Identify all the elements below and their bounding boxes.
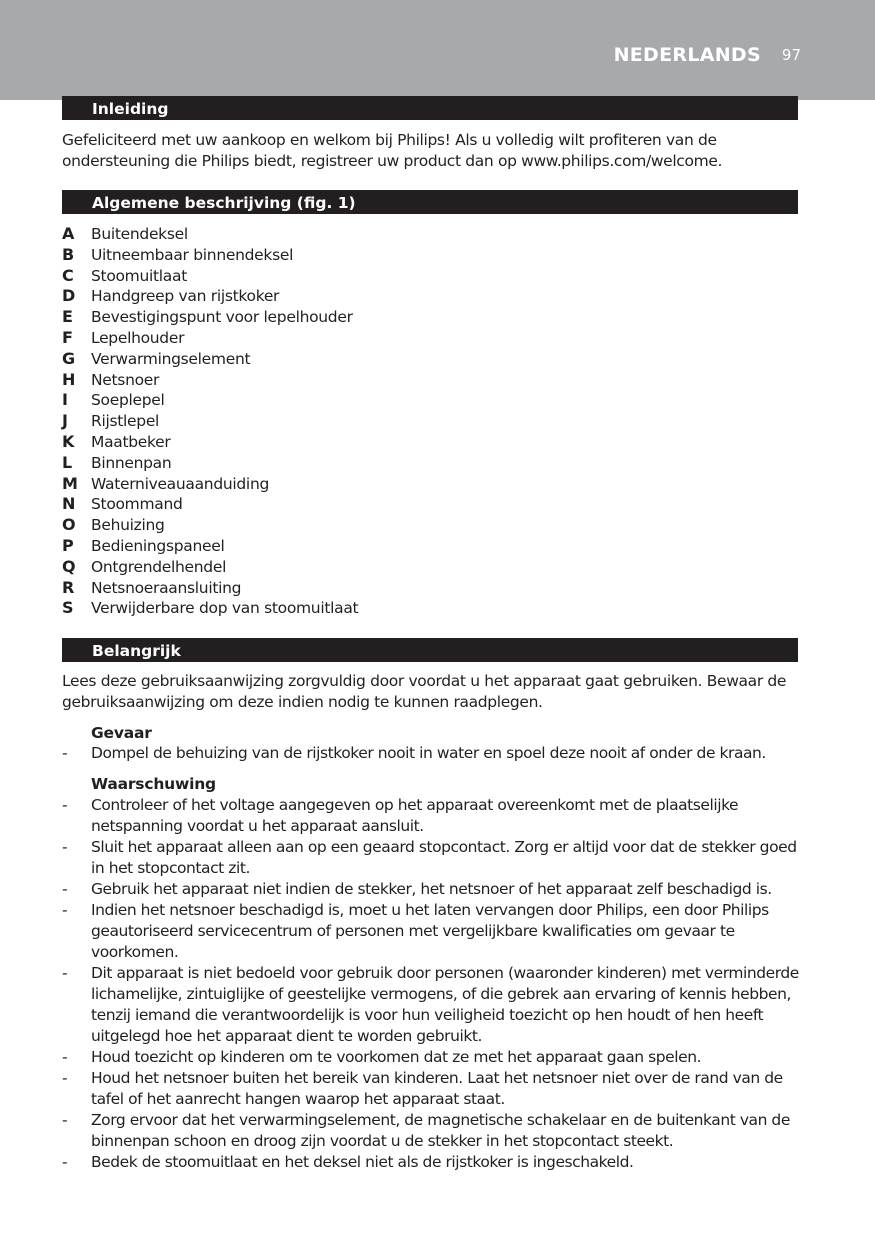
bullet-dash: -: [62, 838, 68, 856]
bullet-item: [62, 743, 802, 764]
bullet-dash: -: [62, 901, 68, 919]
part-label: Stoommand: [91, 495, 183, 514]
part-key: P: [62, 535, 74, 555]
part-label: Buitendeksel: [91, 225, 188, 243]
bullet-text: Bedek de stoomuitlaat en het deksel niet als de rijstkoker is ingeschakeld.: [91, 1153, 634, 1171]
part-label: Lepelhouder: [91, 328, 185, 347]
section-header-important: [62, 638, 798, 662]
part-label: Bedieningspaneel: [91, 536, 225, 555]
section-title: Inleiding: [92, 100, 169, 118]
section-title: Belangrijk: [92, 642, 181, 660]
bullet-text: Houd toezicht op kinderen om te voorkomen dat ze met het apparaat gaan spelen.: [91, 1048, 702, 1066]
part-key: K: [62, 431, 75, 451]
bullet-item: [62, 1110, 802, 1152]
part-label: Netsnoer: [91, 370, 160, 389]
bullet-item: [62, 963, 802, 1047]
bullet-item: [62, 1047, 802, 1068]
part-label: Waterniveauaanduiding: [91, 474, 270, 493]
bullet-item: [62, 795, 802, 837]
warning-list: [62, 795, 802, 1173]
header-bar: [0, 0, 875, 100]
intro-paragraph: Gefeliciteerd met uw aankoop en welkom bij Philips! Als u volledig wilt profiteren van de ondersteuning die Philips biedt, registreer uw product dan op www.philips.com/welcome.: [62, 131, 723, 170]
bullet-dash: -: [62, 1069, 68, 1087]
bullet-dash: -: [62, 880, 68, 898]
part-label: Rijstlepel: [91, 412, 160, 431]
part-label: Maatbeker: [91, 432, 171, 451]
part-key: Q: [62, 556, 76, 576]
section-header-intro: [62, 96, 798, 120]
danger-heading: Gevaar: [91, 724, 152, 742]
bullet-dash: -: [62, 744, 68, 762]
part-label: Stoomuitlaat: [91, 266, 187, 285]
bullet-text: Sluit het apparaat alleen aan op een geaard stopcontact. Zorg er altijd voor dat de stekker goed in het stopcontact zit.: [91, 838, 797, 877]
part-label: Handgreep van rijstkoker: [91, 287, 280, 306]
bullet-item: [62, 879, 802, 900]
part-key: J: [62, 411, 68, 431]
part-label: Netsnoeraansluiting: [91, 578, 242, 597]
bullet-text: Dompel de behuizing van de rijstkoker nooit in water en spoel deze nooit af onder de kraan.: [91, 744, 766, 762]
bullet-text: Houd het netsnoer buiten het bereik van kinderen. Laat het netsnoer niet over de rand van de tafel of het aanrecht hangen waarop het apparaat staat.: [91, 1069, 783, 1108]
part-key: F: [62, 327, 73, 347]
part-key: D: [62, 286, 75, 306]
part-label: Ontgrendelhendel: [91, 557, 227, 576]
danger-list: [62, 743, 802, 764]
part-label: Soeplepel: [91, 391, 165, 410]
part-key: I: [62, 390, 68, 410]
section-header-description: [62, 190, 798, 214]
bullet-text: Dit apparaat is niet bedoeld voor gebruik door personen (waaronder kinderen) met verminderde lichamelijke, zintuiglijke of geestelijke vermogens, of die gebrek aan ervaring of kennis hebben, tenzij iemand die verantwoordelijk is voor hun veiligheid toezicht op hen houdt of hen heeft uitgelegd hoe het apparaat dient te worden gebruikt.: [91, 964, 799, 1045]
part-label: Uitneembaar binnendeksel: [91, 245, 294, 264]
bullet-dash: -: [62, 796, 68, 814]
bullet-item: [62, 1068, 802, 1110]
section-title: Algemene beschrijving (fig. 1): [92, 194, 356, 212]
part-label: Verwarmingselement: [91, 349, 251, 368]
language-label: NEDERLANDS: [613, 44, 761, 66]
part-key: H: [62, 369, 76, 389]
part-key: N: [62, 494, 76, 514]
bullet-dash: -: [62, 1153, 68, 1171]
page-number: 97: [781, 46, 801, 64]
bullet-item: [62, 900, 802, 963]
part-key: S: [62, 598, 74, 618]
part-label: Bevestigingspunt voor lepelhouder: [91, 308, 353, 327]
part-label: Behuizing: [91, 516, 165, 535]
part-label: Verwijderbare dop van stoomuitlaat: [91, 599, 359, 618]
part-key: B: [62, 244, 74, 264]
bullet-dash: -: [62, 964, 68, 982]
warning-heading: Waarschuwing: [91, 775, 216, 793]
part-key: E: [62, 307, 73, 327]
part-label: Binnenpan: [91, 453, 172, 472]
bullet-dash: -: [62, 1048, 68, 1066]
bullet-text: Gebruik het apparaat niet indien de stekker, het netsnoer of het apparaat zelf beschadigd is.: [91, 880, 772, 898]
bullet-item: [62, 1152, 802, 1173]
important-paragraph: Lees deze gebruiksaanwijzing zorgvuldig door voordat u het apparaat gaat gebruiken. Bewaar de gebruiksaanwijzing om deze indien nodig te kunnen raadplegen.: [62, 672, 787, 711]
part-key: R: [62, 577, 75, 597]
bullet-dash: -: [62, 1111, 68, 1129]
bullet-text: Controleer of het voltage aangegeven op het apparaat overeenkomt met de plaatselijke netspanning voordat u het apparaat aansluit.: [91, 796, 739, 835]
part-key: O: [62, 515, 76, 535]
part-key: M: [62, 473, 78, 493]
bullet-text: Zorg ervoor dat het verwarmingselement, de magnetische schakelaar en de buitenkant van de binnenpan schoon en droog zijn voordat u de stekker in het stopcontact steekt.: [91, 1111, 790, 1150]
part-key: L: [62, 452, 72, 472]
bullet-text: Indien het netsnoer beschadigd is, moet u het laten vervangen door Philips, een door Philips geautoriseerd servicecentrum of personen met vergelijkbare kwalificaties om gevaar te voorkomen.: [91, 901, 769, 961]
part-key: G: [62, 348, 75, 368]
part-key: C: [62, 265, 74, 285]
part-key: A: [62, 224, 75, 243]
bullet-item: [62, 837, 802, 879]
